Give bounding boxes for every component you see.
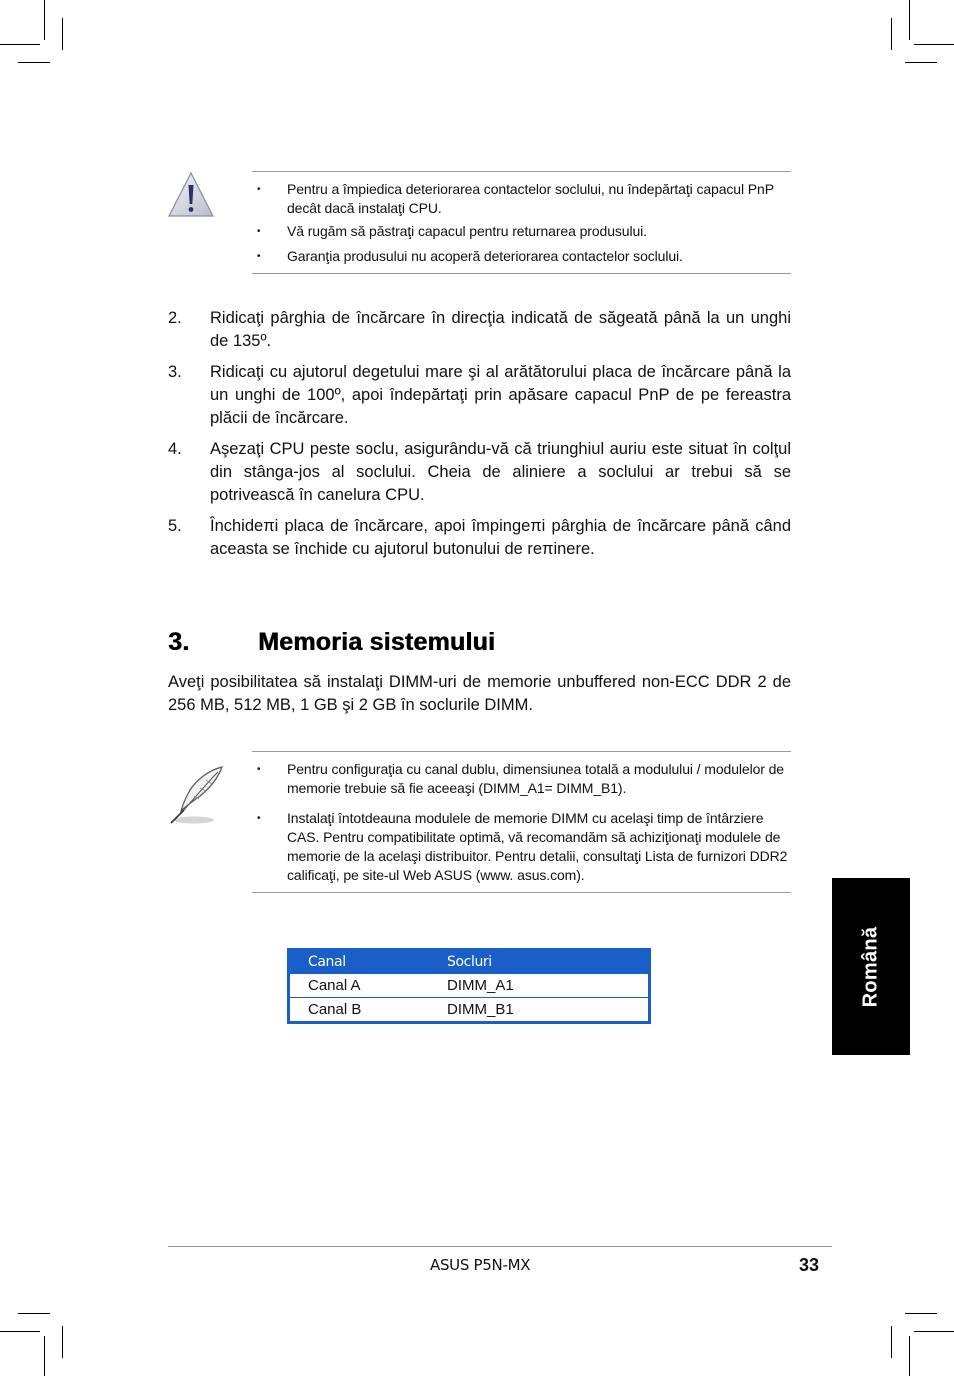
table-cell: Canal B — [289, 998, 428, 1023]
step-number: 4. — [168, 440, 182, 458]
step-text: Ridicaţi pârghia de încărcare în direcţia indicată de săgeată până la un unghi de 135º. — [210, 309, 791, 350]
table-header: Socluri — [427, 950, 650, 974]
caution-note: • Garanţia produsului nu acoperă deteriorarea contactelor soclului. — [252, 247, 791, 266]
step-number: 3. — [168, 363, 182, 381]
step-text: Ridicaţi cu ajutorul degetului mare şi al arătătorului placa de încărcare până la un unghi de 100º, apoi îndepărtaţi prin apăsare capacul PnP de pe fereastra plăcii de încărcare. — [210, 363, 791, 427]
section-number: 3. — [168, 628, 190, 656]
step-item — [168, 515, 791, 561]
caution-triangle-icon — [166, 170, 216, 220]
table-cell: DIMM_A1 — [427, 974, 650, 998]
step-item — [168, 307, 791, 353]
step-number: 2. — [168, 309, 182, 327]
caution-notice — [252, 171, 791, 274]
installation-steps — [168, 307, 791, 569]
step-text: Aşezaţi CPU peste soclu, asigurându-vă că triunghiul auriu este situat în colţul din stânga-jos al soclului. Cheia de aliniere a soclului ar trebui să se potrivească în canelura CPU. — [210, 440, 791, 504]
step-text: Închideπi placa de încărcare, apoi împingeπi pârghia de încărcare până când aceasta se închide cu ajutorul butonului de reπinere. — [210, 517, 791, 558]
note-item: • Instalaţi întotdeauna modulele de memorie DIMM cu acelaşi timp de întârziere CAS. Pentru compatibilitate optimă, vă recomandăm să achiziţionaţi modulele de memorie de la acelaşi distribuitor. Pentru detalii, consultaţi Lista de furnizori DDR2 calificaţi, pe site-ul Web ASUS (www. asus.com). — [252, 809, 791, 885]
table-cell: DIMM_B1 — [427, 998, 650, 1023]
table-header-row — [289, 950, 650, 974]
section-title: Memoria sistemului — [258, 628, 495, 656]
table-row — [289, 998, 650, 1023]
page-number: 33 — [799, 1255, 820, 1275]
language-tab-label: Română — [859, 926, 882, 1007]
step-item — [168, 361, 791, 430]
table-header: Canal — [289, 950, 428, 974]
step-number: 5. — [168, 517, 182, 535]
step-item — [168, 438, 791, 507]
note-item: • Pentru configuraţia cu canal dublu, dimensiunea totală a modulului / modulelor de memorie trebuie să fie aceeaşi (DIMM_A1= DIMM_B1). — [252, 760, 791, 798]
language-tab — [832, 878, 910, 1055]
note-notice — [252, 751, 791, 893]
table-row — [289, 974, 650, 998]
table-cell: Canal A — [289, 974, 428, 998]
note-quill-icon — [166, 764, 228, 826]
footer-divider — [168, 1246, 832, 1247]
caution-note: • Pentru a împiedica deteriorarea contactelor soclului, nu îndepărtaţi capacul PnP decât dacă instalaţi CPU. — [252, 180, 791, 218]
section-intro: Aveţi posibilitatea să instalaţi DIMM-uri de memorie unbuffered non-ECC DDR 2 de 256 MB, 512 MB, 1 GB şi 2 GB în soclurile DIMM. — [168, 673, 791, 714]
dimm-socket-table — [287, 948, 651, 1024]
caution-note: • Vă rugăm să păstraţi capacul pentru returnarea produsului. — [252, 222, 791, 241]
footer-title: ASUS P5N-MX — [430, 1256, 531, 1274]
